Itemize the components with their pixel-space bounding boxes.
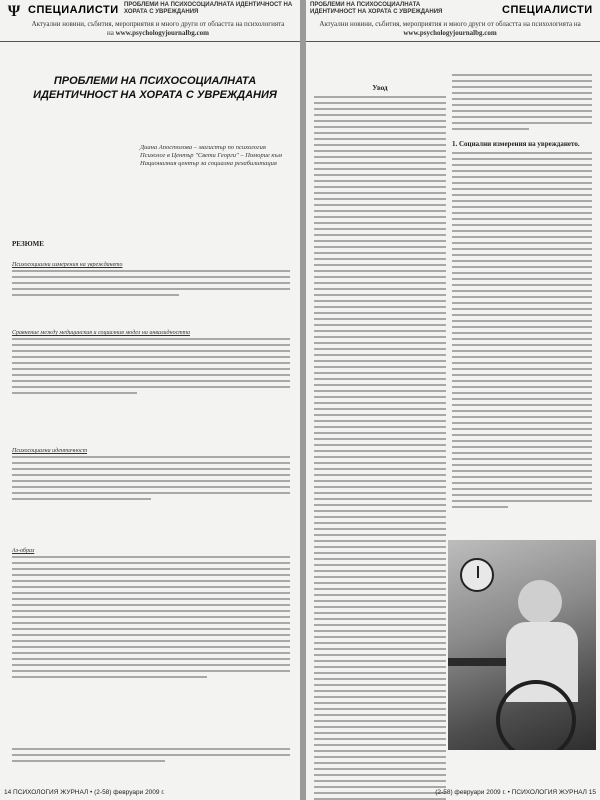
left-page-footer: 14 ПСИХОЛОГИЯ ЖУРНАЛ • (2-58) февруари 2009 г. <box>4 789 165 796</box>
body-text <box>12 556 290 678</box>
journal-logo-icon: Ψ <box>7 3 21 20</box>
person-head-shape <box>518 580 562 624</box>
section-heading: Аз-образ <box>12 548 35 554</box>
right-header <box>306 0 600 42</box>
header-subheader <box>310 20 590 38</box>
section-heading: Психосоциални измерения на увреждането <box>12 262 123 268</box>
journal-url[interactable]: www.psychologyjournalbg.com <box>115 29 209 37</box>
body-text <box>12 270 290 296</box>
intro-heading: Увод <box>372 84 388 92</box>
right-page <box>306 0 600 800</box>
body-text <box>12 338 290 394</box>
section-brand: СПЕЦИАЛИСТИ <box>28 4 119 16</box>
body-text <box>12 456 290 500</box>
section-brand: СПЕЦИАЛИСТИ <box>502 4 593 16</box>
closing-paragraph <box>12 748 290 766</box>
section-heading: Психосоциална идентичност <box>12 448 88 454</box>
article-title: ПРОБЛЕМИ НА ПСИХОСОЦИАЛНАТА ИДЕНТИЧНОСТ НА ХОРАТА С УВРЕЖДАНИЯ <box>33 75 277 101</box>
header-topic: ПРОБЛЕМИ НА ПСИХОСОЦИАЛНАТА ИДЕНТИЧНОСТ НА ХОРАТА С УВРЕЖДАНИЯ <box>124 2 293 15</box>
text-column-right <box>452 74 592 512</box>
right-page-footer: (2-58) февруари 2009 г. • ПСИХОЛОГИЯ ЖУРНАЛ 15 <box>435 789 596 796</box>
wall-clock-icon <box>460 558 494 592</box>
body-text <box>452 152 592 508</box>
subheader-text: Актуални новини, събития, мероприятия и много други от областта на психологията на <box>319 20 581 28</box>
left-header <box>0 0 300 42</box>
journal-url[interactable]: www.psychologyjournalbg.com <box>403 29 497 37</box>
wheelchair-user-photo <box>448 540 596 750</box>
section-heading: 1. Социални измерения на увреждането. <box>452 140 580 148</box>
resume-section <box>12 548 290 682</box>
header-subheader <box>28 20 288 38</box>
body-text <box>452 74 592 130</box>
body-text <box>314 96 446 800</box>
body-text <box>12 748 290 762</box>
header-topic: ПРОБЛЕМИ НА ПСИХОСОЦИАЛНАТА ИДЕНТИЧНОСТ НА ХОРАТА С УВРЕЖДАНИЯ <box>310 2 443 15</box>
subheader-text: Актуални новини, събития, мероприятия и много други от областта на психологията на <box>31 20 285 37</box>
author-info: Диана Апостолова – магистър по психология Психолог в Център "Свети Георги" – Поморие към Националния център за социална рехабилитация <box>140 144 282 167</box>
desk-shape <box>448 658 508 666</box>
text-column-left <box>314 84 446 800</box>
wheelchair-wheel-icon <box>496 680 576 750</box>
resume-section <box>12 262 290 300</box>
resume-heading: РЕЗЮМЕ <box>12 240 44 248</box>
section-heading: Сравнение между медицинския и социалния модел на инвалидността <box>12 330 190 336</box>
resume-section <box>12 330 290 398</box>
resume-section <box>12 448 290 504</box>
